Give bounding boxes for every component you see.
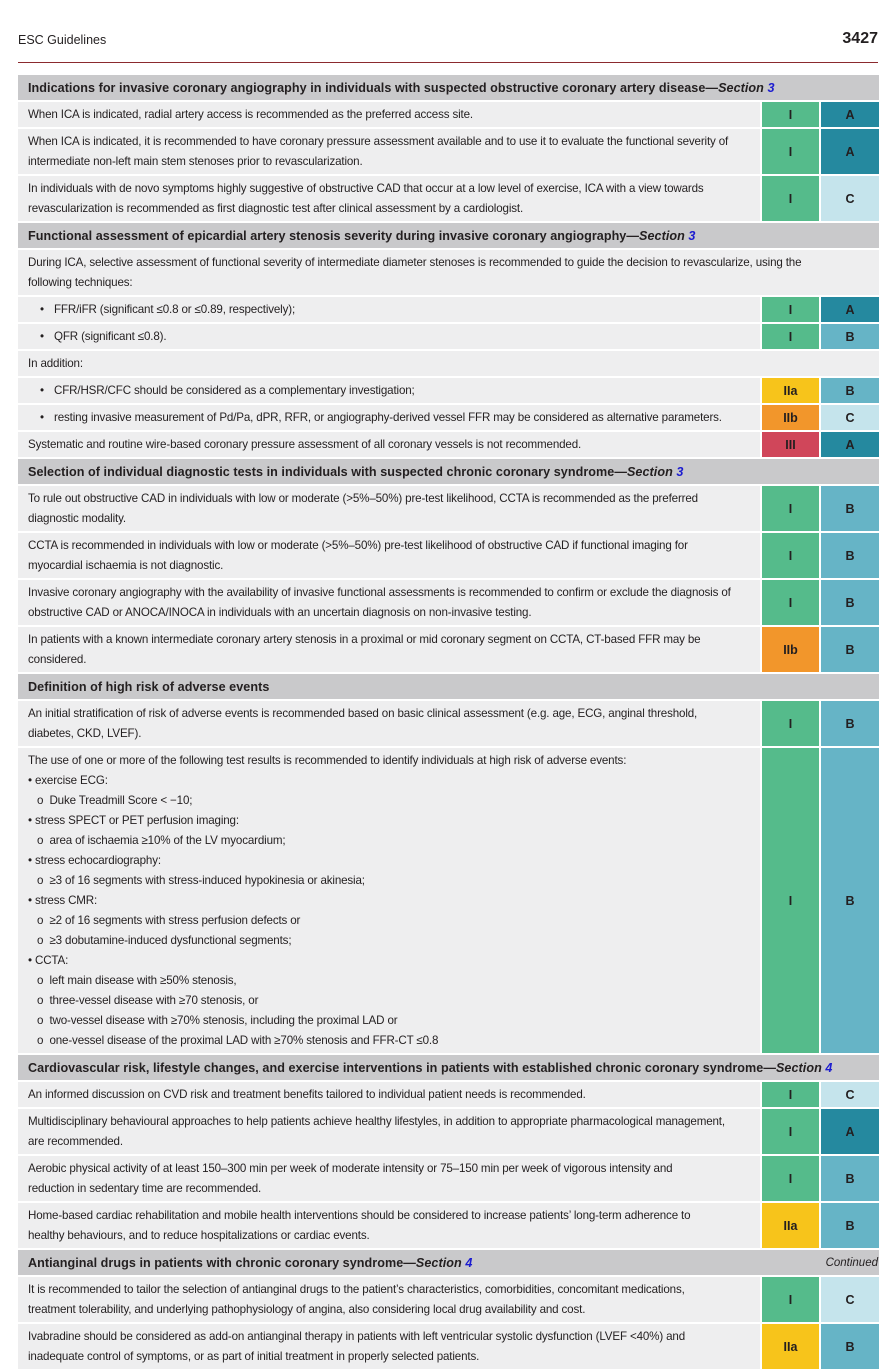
recommendation-text: [18, 486, 760, 531]
text-line: o ≥2 of 16 segments with stress perfusion defects or: [37, 914, 301, 927]
class-badge: I: [760, 1156, 819, 1201]
text-line: Invasive coronary angiography with the availability of invasive functional assessments is recommended to confirm or exclude the diagnosis of: [28, 586, 731, 599]
text-line: In addition:: [28, 357, 83, 370]
class-badge: IIa: [760, 378, 819, 403]
section-label: Section: [718, 80, 764, 95]
recommendation-text: [18, 627, 760, 672]
page-number: 3427: [842, 30, 878, 47]
recommendation-text: [18, 176, 760, 221]
text-line: Aerobic physical activity of at least 150–300 min per week of moderate intensity or 75–150 min per week of vigorous intensity and: [28, 1162, 673, 1175]
recommendation-text: [18, 1156, 760, 1201]
text-line: When ICA is indicated, it is recommended to have coronary pressure assessment available and to use it to evaluate the functional severity of: [28, 135, 729, 148]
text-line: o ≥3 dobutamine-induced dysfunctional segments;: [37, 934, 292, 947]
section-title-text: Selection of individual diagnostic tests in individuals with suspected chronic coronary syndrome—: [28, 464, 627, 479]
text-line: reduction in sedentary time are recommended.: [28, 1182, 262, 1195]
recommendation-row: [18, 748, 879, 1055]
section-label: Section: [639, 228, 685, 243]
recommendation-text: [18, 378, 760, 403]
bullet-icon: •: [40, 384, 44, 397]
level-badge: B: [819, 1156, 879, 1201]
section-link[interactable]: 3: [688, 228, 696, 243]
recommendation-text: [18, 297, 760, 322]
level-badge: A: [819, 1109, 879, 1154]
text-line: In individuals with de novo symptoms highly suggestive of obstructive CAD that occur at a low level of exercise, ICA with a view towards: [28, 182, 704, 195]
section-header: [18, 674, 879, 701]
text-line: o one-vessel disease of the proximal LAD with ≥70% stenosis and FFR-CT ≤0.8: [37, 1034, 439, 1047]
level-badge: B: [819, 378, 879, 403]
recommendation-row: [18, 1109, 879, 1156]
section-title: [18, 81, 775, 95]
text-line: o ≥3 of 16 segments with stress-induced hypokinesia or akinesia;: [37, 874, 365, 887]
recommendation-text: [18, 432, 760, 457]
recommendation-row: [18, 1156, 879, 1203]
text-line: Home-based cardiac rehabilitation and mobile health interventions should be considered to increase patients’ long-term adherence to: [28, 1209, 691, 1222]
level-badge: C: [819, 405, 879, 430]
text-line: QFR (significant ≤0.8).: [54, 330, 167, 343]
section-title: [18, 465, 683, 479]
class-badge: I: [760, 1109, 819, 1154]
text-line: o Duke Treadmill Score < −10;: [37, 794, 193, 807]
recommendation-text: [18, 580, 760, 625]
text-line: myocardial ischaemia is not diagnostic.: [28, 559, 224, 572]
recommendation-row: [18, 533, 879, 580]
text-line: • exercise ECG:: [28, 774, 108, 787]
level-badge: B: [819, 324, 879, 349]
recommendation-row: [18, 1324, 879, 1371]
level-badge: B: [819, 748, 879, 1053]
class-badge: IIb: [760, 405, 819, 430]
section-title-text: Definition of high risk of adverse events: [28, 679, 270, 694]
level-badge: C: [819, 1082, 879, 1107]
recommendation-text: [18, 1277, 760, 1322]
text-line: revascularization is recommended as first diagnostic test after clinical assessment by a cardiologist.: [28, 202, 524, 215]
text-line: FFR/iFR (significant ≤0.8 or ≤0.89, respectively);: [54, 303, 296, 316]
section-header: [18, 223, 879, 250]
level-badge: B: [819, 627, 879, 672]
section-title: [18, 229, 695, 243]
class-badge: I: [760, 1082, 819, 1107]
level-badge: B: [819, 1324, 879, 1369]
text-line: CCTA is recommended in individuals with low or moderate (>5%–50%) pre-test likelihood of obstructive CAD if functional imaging for: [28, 539, 688, 552]
text-line: When ICA is indicated, radial artery access is recommended as the preferred access site.: [28, 108, 473, 121]
continued-label: Continued: [825, 1257, 878, 1269]
recommendation-text: [18, 324, 760, 349]
section-title: [18, 1061, 832, 1075]
class-badge: I: [760, 297, 819, 322]
recommendation-row: [18, 701, 879, 748]
class-badge: I: [760, 701, 819, 746]
text-line: o three-vessel disease with ≥70 stenosis, or: [37, 994, 259, 1007]
header-rule: [18, 62, 878, 63]
recommendation-row: [18, 102, 879, 129]
text-line: CFR/HSR/CFC should be considered as a complementary investigation;: [54, 384, 415, 397]
text-line: o two-vessel disease with ≥70% stenosis, including the proximal LAD or: [37, 1014, 398, 1027]
text-line: • stress CMR:: [28, 894, 98, 907]
text-line: o left main disease with ≥50% stenosis,: [37, 974, 237, 987]
recommendation-row: [18, 250, 879, 297]
recommendation-text: [18, 533, 760, 578]
running-head: [18, 30, 878, 52]
text-line: diabetes, CKD, LVEF).: [28, 727, 142, 740]
recommendation-row: [18, 1203, 879, 1250]
text-line: Multidisciplinary behavioural approaches to help patients achieve healthy lifestyles, in addition to appropriate pharmacological management,: [28, 1115, 725, 1128]
bullet-icon: •: [40, 303, 44, 316]
recommendation-row: [18, 486, 879, 533]
text-line: Ivabradine should be considered as add-on antianginal therapy in patients with left ventricular systolic dysfunction (LVEF <40%) and: [28, 1330, 686, 1343]
text-line: considered.: [28, 653, 87, 666]
text-line: diagnostic modality.: [28, 512, 126, 525]
class-badge: IIa: [760, 1324, 819, 1369]
recommendation-text: [18, 405, 760, 430]
class-badge: I: [760, 102, 819, 127]
section-header: [18, 75, 879, 102]
class-badge: I: [760, 486, 819, 531]
level-badge: B: [819, 533, 879, 578]
section-link[interactable]: 3: [676, 464, 684, 479]
recommendation-row: [18, 324, 879, 351]
recommendation-text: [18, 1109, 760, 1154]
recommendation-row: [18, 1277, 879, 1324]
recommendation-row: [18, 627, 879, 674]
recommendation-text: [18, 102, 760, 127]
level-badge: B: [819, 701, 879, 746]
recommendation-text: [18, 1324, 760, 1369]
recommendation-row: [18, 129, 879, 176]
recommendation-row: [18, 1082, 879, 1109]
section-title-text: Indications for invasive coronary angiography in individuals with suspected obstructive coronary artery disease—: [28, 80, 719, 95]
text-line: healthy behaviours, and to reduce hospitalizations or cardiac events.: [28, 1229, 370, 1242]
journal-title: ESC Guidelines: [18, 33, 107, 47]
class-badge: I: [760, 176, 819, 221]
class-badge: I: [760, 324, 819, 349]
text-line: following techniques:: [28, 276, 133, 289]
text-line: resting invasive measurement of Pd/Pa, dPR, RFR, or angiography-derived vessel FFR may be considered as alternative parameters.: [54, 411, 722, 424]
recommendation-text: [18, 701, 760, 746]
recommendations-table: [18, 75, 879, 1371]
recommendation-row: [18, 351, 879, 378]
recommendation-text: [18, 1082, 760, 1107]
bullet-icon: •: [40, 411, 44, 424]
section-label: Section: [626, 464, 673, 479]
recommendation-text: [18, 748, 760, 1053]
recommendation-row: [18, 297, 879, 324]
class-badge: I: [760, 580, 819, 625]
section-title-text: Cardiovascular risk, lifestyle changes, and exercise interventions in patients with established chronic coronary syndrome—: [28, 1060, 776, 1075]
recommendation-row: [18, 378, 879, 405]
text-line: intermediate non-left main stem stenoses prior to revascularization.: [28, 155, 363, 168]
text-line: • CCTA:: [28, 954, 69, 967]
level-badge: B: [819, 486, 879, 531]
class-badge: I: [760, 748, 819, 1053]
text-line: In patients with a known intermediate coronary artery stenosis in a proximal or mid coronary segment on CCTA, CT-based FFR may be: [28, 633, 701, 646]
recommendation-row: [18, 405, 879, 432]
class-badge: I: [760, 129, 819, 174]
section-title: [18, 680, 269, 694]
text-line: • stress echocardiography:: [28, 854, 161, 867]
section-title-text: Functional assessment of epicardial artery stenosis severity during invasive coronary angiography—: [28, 228, 640, 243]
text-line: inadequate control of symptoms, or as part of initial treatment in properly selected patients.: [28, 1350, 480, 1363]
text-line: An informed discussion on CVD risk and treatment benefits tailored to individual patient needs is recommended.: [28, 1088, 586, 1101]
recommendation-row: [18, 176, 879, 223]
level-badge: C: [819, 1277, 879, 1322]
text-line: An initial stratification of risk of adverse events is recommended based on basic clinical assessment (e.g. age, ECG, anginal threshold,: [28, 707, 698, 720]
level-badge: C: [819, 176, 879, 221]
section-link[interactable]: 4: [465, 1255, 473, 1270]
section-header: [18, 1250, 879, 1277]
section-link[interactable]: 3: [767, 80, 775, 95]
recommendation-text: [18, 129, 760, 174]
section-title: [18, 1256, 472, 1270]
section-header: [18, 459, 879, 486]
text-line: obstructive CAD or ANOCA/INOCA in individuals with an uncertain diagnosis on non-invasive testing.: [28, 606, 532, 619]
text-line: are recommended.: [28, 1135, 123, 1148]
class-badge: III: [760, 432, 819, 457]
section-label: Section: [775, 1060, 822, 1075]
recommendation-row: [18, 580, 879, 627]
section-link[interactable]: 4: [825, 1060, 833, 1075]
section-label: Section: [415, 1255, 462, 1270]
text-line: To rule out obstructive CAD in individuals with low or moderate (>5%–50%) pre-test likelihood, CCTA is recommended as the preferred: [28, 492, 698, 505]
section-title-text: Antianginal drugs in patients with chronic coronary syndrome—: [28, 1255, 416, 1270]
text-line: The use of one or more of the following test results is recommended to identify individuals at high risk of adverse events:: [28, 754, 627, 767]
class-badge: I: [760, 533, 819, 578]
level-badge: A: [819, 129, 879, 174]
recommendation-row: [18, 432, 879, 459]
class-badge: I: [760, 1277, 819, 1322]
level-badge: B: [819, 1203, 879, 1248]
text-line: o area of ischaemia ≥10% of the LV myocardium;: [37, 834, 286, 847]
bullet-icon: •: [40, 330, 44, 343]
section-header: [18, 1055, 879, 1082]
text-line: During ICA, selective assessment of functional severity of intermediate diameter stenoses is recommended to guide the decision to revascularize, using the: [28, 256, 802, 269]
level-badge: A: [819, 297, 879, 322]
level-badge: B: [819, 580, 879, 625]
class-badge: IIb: [760, 627, 819, 672]
class-badge: IIa: [760, 1203, 819, 1248]
level-badge: A: [819, 432, 879, 457]
level-badge: A: [819, 102, 879, 127]
text-line: treatment tolerability, and underlying pathophysiology of angina, also considering local drug availability and cost.: [28, 1303, 586, 1316]
recommendation-text: [18, 250, 879, 295]
recommendation-text: [18, 1203, 760, 1248]
text-line: Systematic and routine wire-based coronary pressure assessment of all coronary vessels is not recommended.: [28, 438, 582, 451]
text-line: It is recommended to tailor the selection of antianginal drugs to the patient’s characteristics, comorbidities, concomitant medications,: [28, 1283, 685, 1296]
text-line: • stress SPECT or PET perfusion imaging:: [28, 814, 239, 827]
recommendation-text: [18, 351, 879, 376]
